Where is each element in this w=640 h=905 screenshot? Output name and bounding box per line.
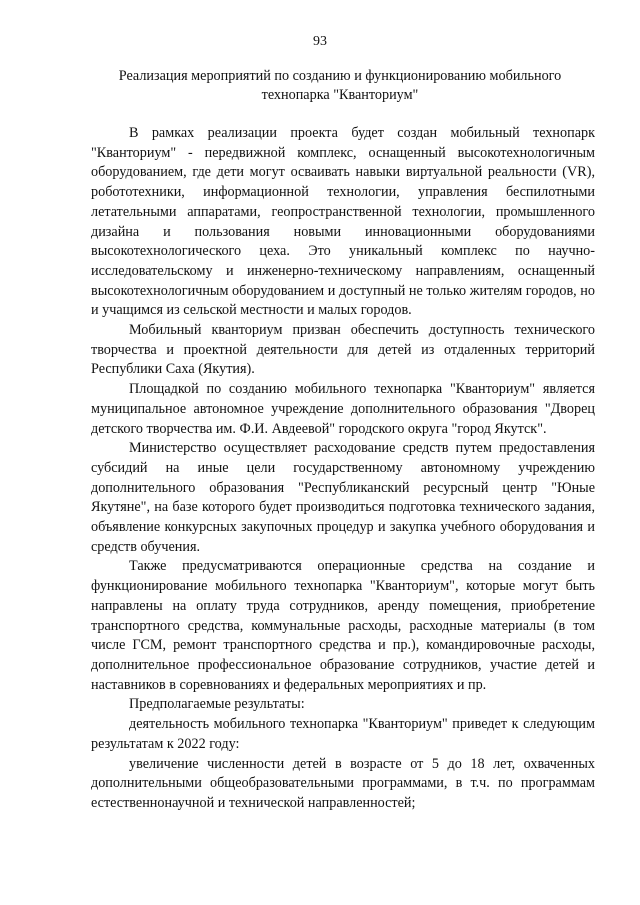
paragraph-ministry-funding: Министерство осуществляет расходование средств путем предоставления субсидий на иные цели государственному автономному учреждению дополнительного образования "Республиканский ресурсный центр "Юные Якутяне", на базе которого будет производиться подготовка технического задания, объявление конкурсных закупочных процедур и закупка учебного оборудования и средств обучения. [91, 440, 595, 555]
section-title: Реализация мероприятий по созданию и функционированию мобильного технопарка "Кванториум" [118, 68, 562, 103]
paragraph-project-description: В рамках реализации проекта будет создан мобильный технопарк "Кванториум" - передвижной комплекс, оснащенный высокотехнологичным оборудованием, где дети могут осваивать навыки виртуальной реальности (VR), робототехники, информационной технологии, управления беспилотными летательными аппаратами, геопространственной технологии, промышленного дизайна и пользования новыми инновационными оборудованиями высокотехнологического цеха. Это уникальный комплекс по научно-исследовательскому и инженерно-техническому направлениям, оснащенный высокотехнологичным оборудованием и доступный не только жителям городов, но и учащимся из сельской местности и малых городов. [91, 125, 595, 319]
page-number: 93 [313, 34, 327, 49]
paragraph-venue: Площадкой по созданию мобильного технопарка "Кванториум" является муниципальное автономное учреждение дополнительного образования "Дворец детского творчества им. Ф.И. Авдеевой" городского округа "город Якутск". [91, 381, 595, 437]
paragraph-result-item: увеличение численности детей в возрасте от 5 до 18 лет, охваченных дополнительными общеобразовательными программами, в т.ч. по программам естественнонаучной и технической направленностей; [91, 755, 595, 811]
paragraph-accessibility: Мобильный кванториум призван обеспечить доступность технического творчества и проектной деятельности для детей из отдаленных территорий Республики Саха (Якутия). [91, 322, 595, 378]
body-text [91, 124, 595, 814]
paragraph-operational-funds: Также предусматриваются операционные средства на создание и функционирование мобильного технопарка "Кванториум", которые могут быть направлены на оплату труда сотрудников, аренду помещения, приобретение транспортного средства, коммунальные расходы, расходные материалы (в том числе ГСМ, ремонт транспортного средства и пр.), командировочные расходы, дополнительное профессиональное образование сотрудников, участие детей и наставников в соревнованиях и федеральных мероприятиях и пр. [91, 558, 595, 693]
paragraph-results-intro: деятельность мобильного технопарка "Кванториум" приведет к следующим результатам к 2022 году: [91, 716, 595, 752]
paragraph-expected-results-heading: Предполагаемые результаты: [129, 696, 305, 713]
